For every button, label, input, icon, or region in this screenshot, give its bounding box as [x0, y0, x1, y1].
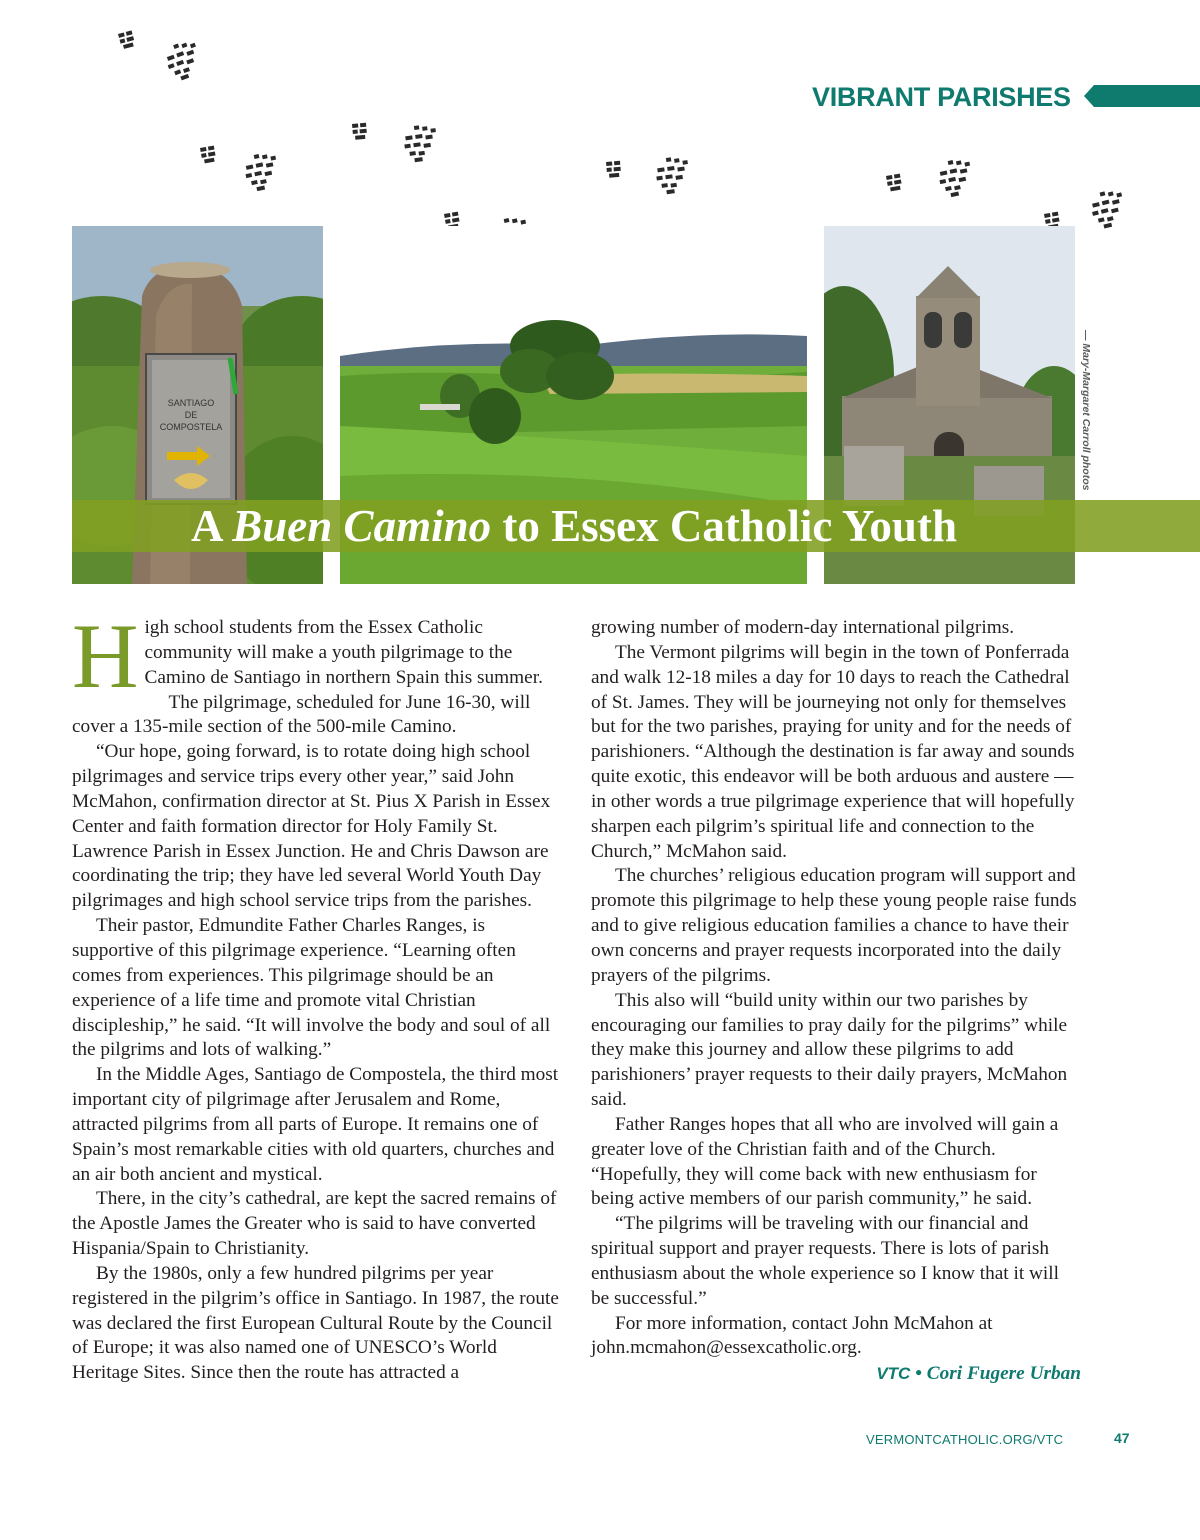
article-headline	[72, 500, 1200, 552]
headline-italic: Buen Camino	[232, 501, 492, 551]
footprint-pair	[886, 174, 903, 192]
paragraph: This also will “build unity within our two parishes by encouraging our families to pray daily for the pilgrims” while they make this journey and allow these pilgrims to add parishioners’ prayer requests to their daily prayers, McMahon said.	[591, 989, 1068, 1111]
paragraph: The pilgrimage, scheduled for June 16-30, will cover a 135-mile section of the 500-mile Camino.	[72, 691, 531, 738]
byline	[591, 1362, 1081, 1387]
footprint-pair	[654, 155, 692, 195]
paragraph: In the Middle Ages, Santiago de Compostela, the third most important city of pilgrimage after Jerusalem and Rome, attracted pilgrims from all parts of Europe. It remains one of Spain’s most remarkable cities with old quarters, churches and an air both ancient and mystical.	[72, 1064, 559, 1185]
paragraph: growing number of modern-day international pilgrims.	[591, 617, 1015, 638]
paragraph: There, in the city’s cathedral, are kept the sacred remains of the Apostle James the Greater who is said to have converted Hispania/Spain to Christianity.	[72, 1188, 557, 1260]
footprint-pair	[242, 151, 282, 193]
paragraph: The churches’ religious education program will support and promote this pilgrimage to help these young people raise funds and to give religious education families a chance to have their own concerns and prayer requests incorporated into the daily prayers of the pilgrims.	[591, 865, 1077, 986]
paragraph: Father Ranges hopes that all who are involved will gain a greater love of the Christian faith and of the Church. “Hopefully, they will come back with new enthusiasm for being active members of our parish community,” he said.	[591, 1113, 1059, 1210]
byline-vtc: VTC	[876, 1364, 911, 1384]
footprint-pair	[352, 123, 367, 140]
footprint-pair	[606, 161, 621, 178]
footprint-pair	[162, 38, 205, 83]
marker-label-line2: DE	[184, 410, 198, 420]
byline-author: Cori Fugere Urban	[926, 1363, 1081, 1385]
paragraph: “Our hope, going forward, is to rotate doing high school pilgrimages and service trips every other year,” said John McMahon, confirmation director at St. Pius X Parish in Essex Center and faith formation director for Holy Family St. Lawrence Parish in Essex Junction. He and Chris Dawson are coordinating the trip; they have led several World Youth Day pilgrimages and high school service trips from the parishes.	[72, 741, 551, 912]
footprint-pair	[402, 123, 440, 163]
headline-band	[72, 500, 1200, 552]
paragraph: Their pastor, Edmundite Father Charles Ranges, is supportive of this pilgrimage experience. “Learning often comes from experiences. This pilgrimage should be an experience of a life time and promote vital Christian discipleship,” he said. “It will involve the body and soul of all the pilgrims and lots of walking.”	[72, 915, 551, 1061]
article-column-left	[72, 605, 562, 1386]
byline-separator: •	[910, 1363, 927, 1385]
paragraph: “The pilgrims will be traveling with our financial and spiritual support and prayer requests. There is lots of parish enthusiasm about the whole experience so I know that it will be successful.”	[591, 1213, 1059, 1309]
page-number: 47	[1114, 1430, 1130, 1446]
article-column-right	[591, 616, 1081, 1387]
section-title: VIBRANT PARISHES	[812, 82, 1071, 112]
marker-label-line1: SANTIAGO	[167, 398, 215, 408]
footprint-pair	[118, 30, 136, 49]
paragraph: High school students from the Essex Catholic community will make a youth pilgrimage to the Camino de Santiago in northern Spain this summer.	[72, 605, 543, 707]
paragraph: The Vermont pilgrims will begin in the town of Ponferrada and walk 12-18 miles a day for 10 days to reach the Cathedral of St. James. They will be journeying not only for themselves but for the two parishes, praying for unity and for the needs of parishioners. “Although the destination is far away and sounds quite exotic, this endeavor will be both arduous and austere — in other words a true pilgrimage experience that will hopefully sharpen each pilgrim’s spiritual life and connection to the Church,” McMahon said.	[591, 641, 1075, 862]
paragraph: By the 1980s, only a few hundred pilgrims per year registered in the pilgrim’s office in Santiago. In 1987, the route was declared the first European Cultural Route by the Council of Europe; it was also named one of UNESCO’s World Heritage Sites. Since then the route has attracted a	[72, 1262, 559, 1384]
footprint-pair	[200, 146, 217, 164]
footer-site-link[interactable]: VERMONTCATHOLIC.ORG/VTC	[866, 1432, 1064, 1447]
dropcap: H	[72, 605, 139, 707]
headline-part2: to Essex Catholic Youth	[491, 501, 957, 551]
marker-label-line3: COMPOSTELA	[159, 422, 223, 432]
footprint-pair	[936, 157, 976, 199]
photo-credit: — Mary-Margaret Carroll photos	[1080, 330, 1092, 491]
paragraph: For more information, contact John McMahon at john.mcmahon@essexcatholic.org.	[591, 1312, 993, 1359]
footprint-pair	[1088, 188, 1129, 231]
headline-part1: A	[191, 501, 233, 551]
